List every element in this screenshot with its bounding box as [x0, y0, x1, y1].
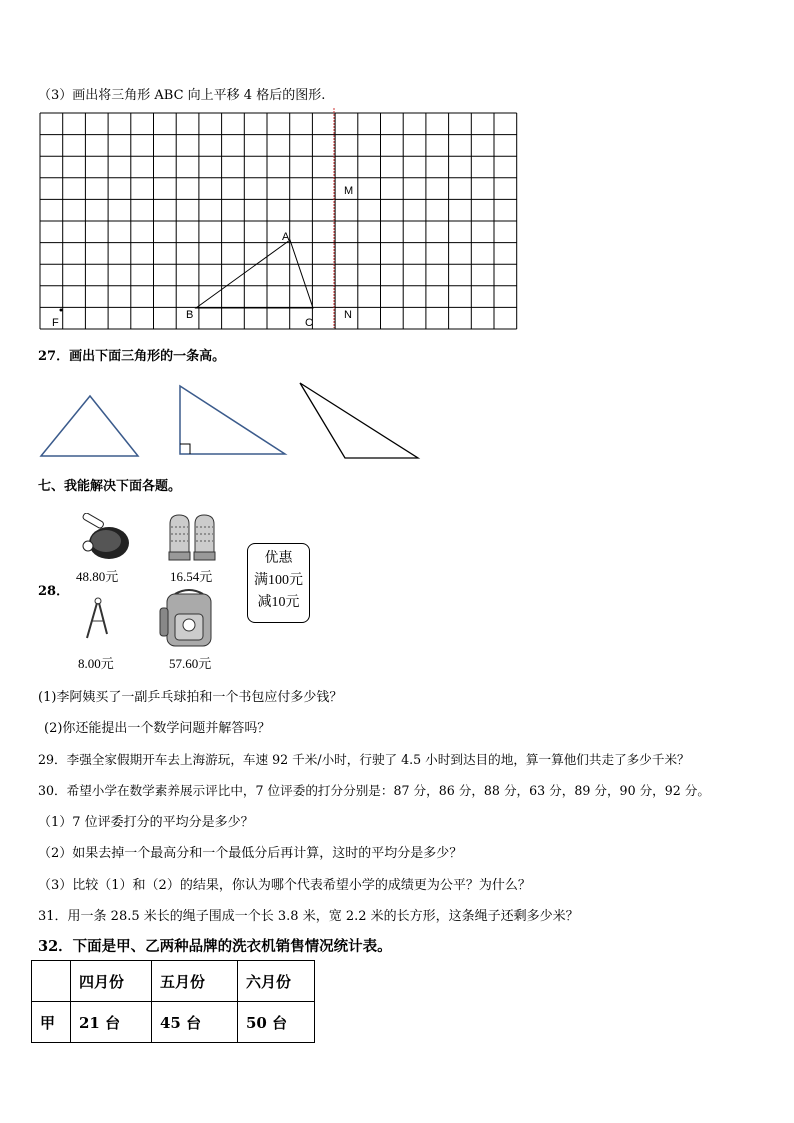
table-cell: 45 台 [152, 1002, 238, 1043]
sales-table [31, 960, 315, 1043]
point-f-dot [60, 309, 63, 312]
question-28-2: (2)你还能提出一个数学问题并解答吗？ [44, 721, 271, 736]
table-header-row [32, 961, 315, 1002]
question-32: 32．下面是甲、乙两种品牌的洗衣机销售情况统计表。 [38, 938, 392, 955]
table-cell: 50 台 [238, 1002, 315, 1043]
promo-line2: 减10元 [257, 595, 300, 610]
ping-pong-paddle-icon [78, 513, 138, 563]
label-a: A [282, 231, 290, 243]
table-header-cell [32, 961, 71, 1002]
promo-title: 优惠 [264, 551, 293, 566]
question-28-1: (1)李阿姨买了一副乒乓球拍和一个书包应付多少钱？ [38, 690, 343, 705]
triangle-abc [196, 240, 313, 308]
price-paddle: 48.80元 [76, 569, 119, 584]
question-31: 31．用一条 28.5 米长的绳子围成一个长 3.8 米，宽 2.2 米的长方形，这条绳子还剩多少米？ [38, 909, 579, 924]
coordinate-grid [0, 108, 520, 333]
table-header-cell: 四月份 [71, 961, 152, 1002]
price-compass: 8.00元 [78, 656, 114, 671]
table-header-cell: 五月份 [152, 961, 238, 1002]
label-c: C [305, 317, 313, 329]
section-7-title: 七、我能解决下面各题。 [38, 479, 182, 494]
question-30-1: （1）7 位评委打分的平均分是多少？ [38, 815, 254, 830]
right-angle-mark [180, 444, 190, 454]
right-triangle [180, 386, 285, 454]
backpack-icon [157, 588, 222, 648]
question-30-2: （2）如果去掉一个最高分和一个最低分后再计算，这时的平均分是多少？ [38, 846, 463, 861]
compass-icon [83, 596, 113, 641]
table-cell: 甲 [32, 1002, 71, 1043]
label-b: B [186, 309, 194, 321]
label-f: F [52, 317, 59, 329]
table-cell: 21 台 [71, 1002, 152, 1043]
question-30-3: （3）比较（1）和（2）的结果，你认为哪个代表希望小学的成绩更为公平？为什么？ [38, 878, 531, 893]
question-29: 29．李强全家假期开车去上海游玩，车速 92 千米/小时，行驶了 4.5 小时到达目的地，算一算他们共走了多少千米？ [38, 752, 690, 767]
question-27: 27．画出下面三角形的一条高。 [38, 349, 226, 364]
price-gloves: 16.54元 [170, 569, 213, 584]
table-header-cell: 六月份 [238, 961, 315, 1002]
gloves-icon [165, 512, 220, 562]
promo-line1: 满100元 [254, 573, 303, 588]
promo-box [247, 543, 310, 623]
question-28-number: 28． [38, 584, 70, 599]
label-m: M [344, 185, 354, 197]
table-row [32, 1002, 315, 1043]
question-26-3: （3）画出将三角形 ABC 向上平移 4 格后的图形. [38, 88, 326, 103]
price-backpack: 57.60元 [169, 656, 212, 671]
obtuse-triangle [300, 383, 418, 458]
label-n: N [344, 309, 352, 321]
triangles-figure [0, 378, 794, 468]
question-30: 30．希望小学在数学素养展示评比中，7 位评委的打分分别是：87 分，86 分，88 分，63 分，89 分，90 分，92 分。 [38, 783, 710, 798]
acute-triangle [41, 396, 138, 456]
